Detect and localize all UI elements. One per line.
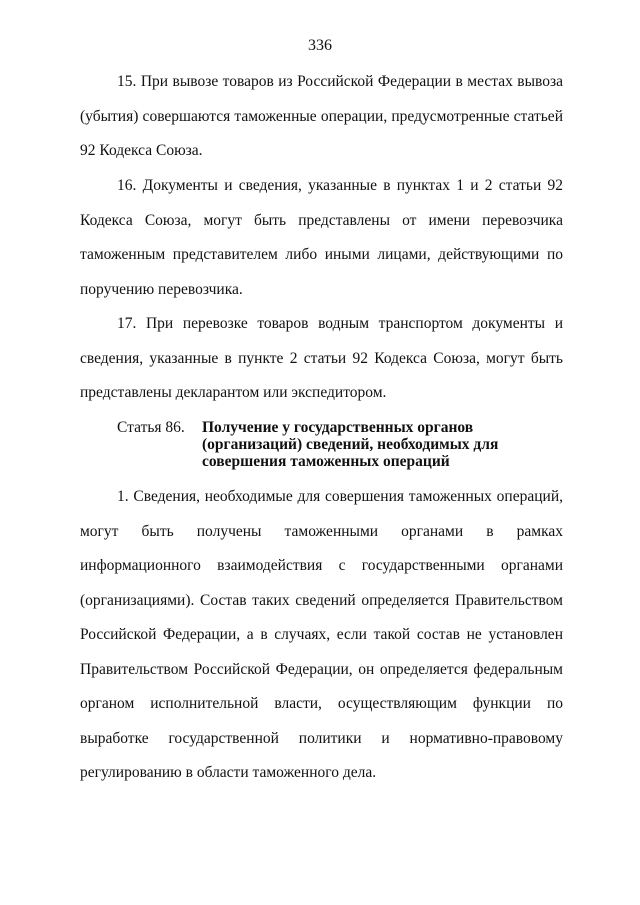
paragraph-15: 15. При вывозе товаров из Российской Федерации в местах вывоза (убытия) совершаются таможенные операции, предусмотренные статьей 92 Кодекса Союза. bbox=[80, 73, 563, 159]
paragraph-16: 16. Документы и сведения, указанные в пунктах 1 и 2 статьи 92 Кодекса Союза, могут быть представлены от имени перевозчика таможенным представителем либо иными лицами, действующими по поручению перевозчика. bbox=[80, 177, 563, 298]
article-paragraph-1: 1. Сведения, необходимые для совершения таможенных операций, могут быть получены таможенными органами в рамках информационного взаимодействия с государственными органами (организациями). Состав таких сведений определяется Правительством Российской Федерации, а в случаях, если такой состав не установлен Правительством Российской Федерации, он определяется федеральным органом исполнительной власти, осуществляющим функции по выработке государственной политики и нормативно-правовому регулированию в области таможенного дела. bbox=[80, 488, 563, 781]
article-label: Статья 86. bbox=[117, 419, 185, 436]
paragraph-17: 17. При перевозке товаров водным транспортом документы и сведения, указанные в пункте 2 статьи 92 Кодекса Союза, могут быть представлены декларантом или экспедитором. bbox=[80, 315, 563, 401]
article-title: Получение у государственных органов (организаций) сведений, необходимых для совершения таможенных операций bbox=[202, 419, 499, 470]
article-heading bbox=[117, 419, 537, 470]
page-number: 336 bbox=[308, 37, 332, 54]
